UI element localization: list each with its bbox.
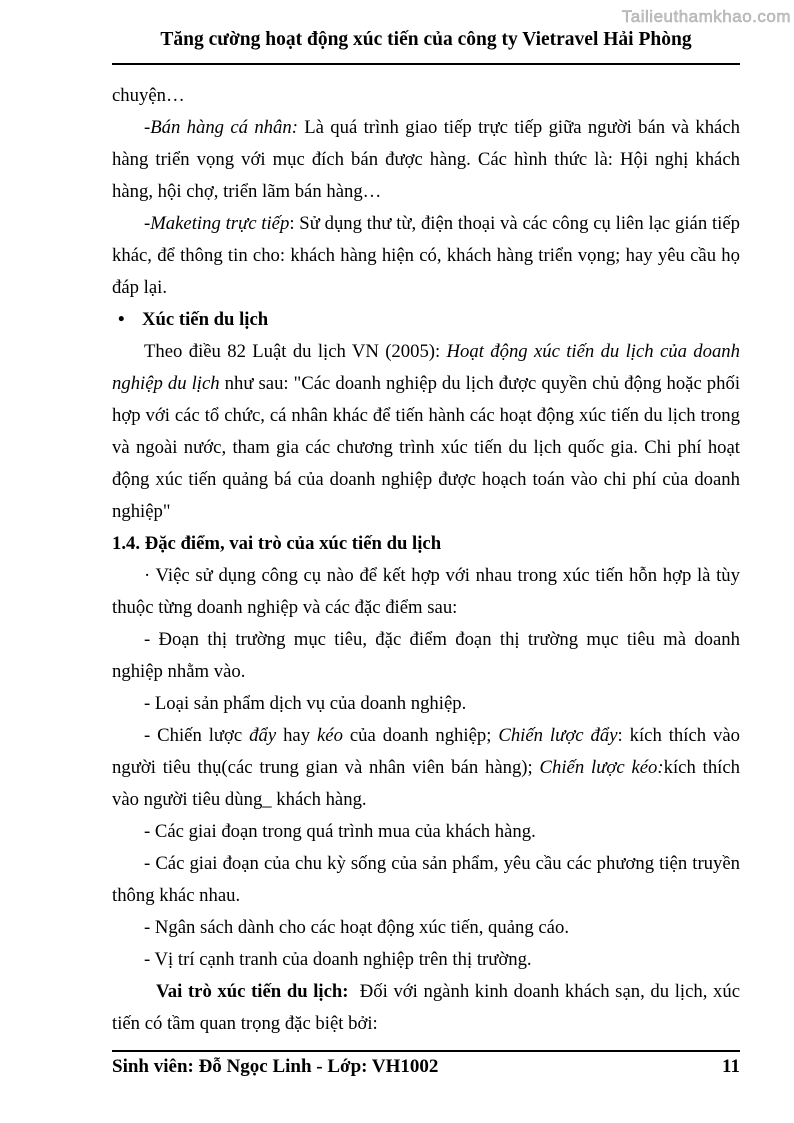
text-run: Vai trò xúc tiến du lịch:: [156, 981, 349, 1002]
text-run: - Các giai đoạn của chu kỳ sống của sản phẩm, yêu cầu các phương tiện truyền thông khác nhau.: [112, 853, 740, 906]
footer-divider: [112, 1050, 740, 1052]
text-run: kích thích vào người tiêu dùng_ khách hàng.: [112, 757, 740, 810]
list-item-product-type: [112, 688, 740, 720]
text-run: Xúc tiến du lịch: [142, 309, 269, 330]
paragraph-personal-selling: [112, 112, 740, 208]
paragraph-tool-combination: [112, 560, 740, 624]
document-body: [112, 80, 740, 1044]
text-run: : Sử dụng thư từ, điện thoại và các công cụ liên lạc gián tiếp khác, để thông tin cho: khách hàng hiện có, khách hàng triển vọng; hay yêu cầu họ đáp lại.: [112, 213, 740, 298]
header-divider: [112, 63, 740, 65]
text-run: Là quá trình giao tiếp trực tiếp giữa người bán và khách hàng triển vọng với mục đích bán được hàng. Các hình thức là: Hội nghị khách hàng, hội chợ, triển lãm bán hàng…: [112, 117, 740, 202]
text-run: hay: [276, 725, 318, 746]
bullet-icon: •: [118, 309, 125, 330]
page-header-title: Tăng cường hoạt động xúc tiến của công ty Vietravel Hải Phòng: [160, 29, 692, 50]
text-run: 1.4. Đặc điểm, vai trò của xúc tiến du lịch: [112, 533, 442, 554]
watermark: Tailieuthamkhao.com: [621, 7, 791, 26]
page-number: 11: [722, 1056, 740, 1077]
list-item-buying-stages: [112, 816, 740, 848]
bullet-tourism-promotion: [112, 304, 740, 336]
paragraph-direct-marketing: [112, 208, 740, 304]
text-run: - Các giai đoạn trong quá trình mua của khách hàng.: [144, 821, 536, 842]
text-run: - Chiến lược: [144, 725, 250, 746]
paragraph-continuation: [112, 80, 740, 112]
text-run: · Việc sử dụng công cụ nào để kết hợp với nhau trong xúc tiến hỗn hợp là tùy thuộc từng doanh nghiệp và các đặc điểm sau:: [112, 565, 740, 618]
text-run: Theo điều 82 Luật du lịch VN (2005):: [144, 341, 447, 362]
list-item-budget: [112, 912, 740, 944]
list-item-push-pull-strategy: [112, 720, 740, 816]
text-run: Hoạt động xúc tiến du lịch của doanh nghiệp du lịch: [112, 341, 740, 394]
text-run: Đối với ngành kinh doanh khách sạn, du lịch, xúc tiến có tầm quan trọng đặc biệt bởi:: [112, 981, 740, 1034]
list-item-product-lifecycle: [112, 848, 740, 912]
page-footer: [112, 1056, 740, 1078]
footer-author: Sinh viên: Đỗ Ngọc Linh - Lớp: VH1002: [112, 1056, 439, 1077]
text-run: kéo: [317, 725, 343, 746]
text-run: - Ngân sách dành cho các hoạt động xúc tiến, quảng cáo.: [144, 917, 569, 938]
text-run: : kích thích vào người tiêu thụ(các trung gian và nhân viên bán hàng);: [112, 725, 740, 778]
list-item-competitive-position: [112, 944, 740, 976]
paragraph-promotion-role: [112, 976, 740, 1040]
text-run: -Maketing trực tiếp: [144, 213, 290, 234]
text-run: - Loại sản phẩm dịch vụ của doanh nghiệp.: [144, 693, 467, 714]
text-run: Chiến lược kéo:: [539, 757, 664, 778]
text-run: Chiến lược đẩy: [498, 725, 618, 746]
text-run: đẩy: [249, 725, 277, 746]
text-run: của doanh nghiệp;: [342, 725, 499, 746]
text-run: - Vị trí cạnh tranh của doanh nghiệp trên thị trường.: [144, 949, 532, 970]
list-item-target-segment: [112, 624, 740, 688]
text-run: chuyện…: [112, 85, 185, 106]
text-run: - Đoạn thị trường mục tiêu, đặc điểm đoạn thị trường mục tiêu mà doanh nghiệp nhằm vào.: [112, 629, 740, 682]
text-run: như sau: "Các doanh nghiệp du lịch được quyền chủ động hoặc phối hợp với các tổ chức, cá nhân khác để tiến hành các hoạt động xúc tiến du lịch trong và ngoài nước, tham gia các chương trình xúc tiến du lịch quốc gia. Chi phí hoạt động xúc tiến quảng bá của doanh nghiệp được hoạch toán vào chi phí của doanh nghiệp": [112, 373, 740, 522]
paragraph-law-definition: [112, 336, 740, 528]
text-run: -Bán hàng cá nhân:: [144, 117, 298, 138]
section-heading-1-4: [112, 528, 740, 560]
